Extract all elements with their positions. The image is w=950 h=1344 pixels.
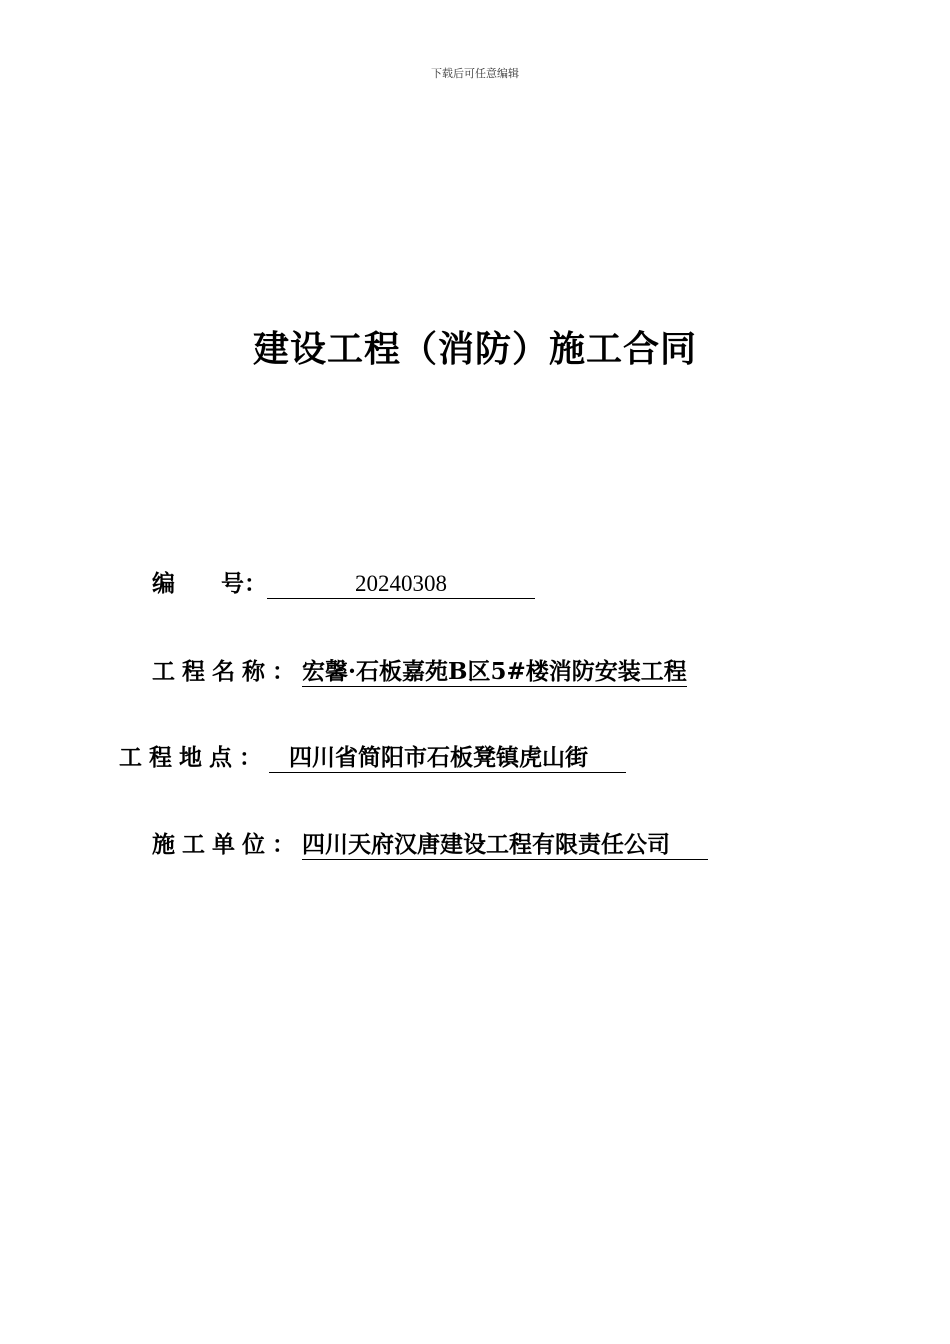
project-name-value: 宏馨·石板嘉苑B区5#楼消防安装工程 <box>302 658 687 685</box>
project-site-row <box>119 742 626 774</box>
contractor-label: 施工单位： <box>152 831 302 858</box>
contract-number-value: 20240308 <box>267 570 535 599</box>
contract-number-label <box>152 568 267 600</box>
header-note: 下载后可任意编辑 <box>431 67 519 80</box>
contract-number-label-b: 号： <box>221 570 267 597</box>
contract-number-row <box>152 568 535 600</box>
project-site-value: 四川省简阳市石板凳镇虎山街 <box>269 744 626 773</box>
project-name-row <box>152 656 687 688</box>
contractor-value: 四川天府汉唐建设工程有限责任公司 <box>302 831 708 860</box>
page-title: 建设工程（消防）施工合同 <box>252 328 697 370</box>
contract-number-label-a: 编 <box>152 570 175 597</box>
contractor-row <box>152 829 708 861</box>
project-site-label: 工程地点： <box>119 744 269 771</box>
project-name-label: 工程名称： <box>152 658 302 685</box>
